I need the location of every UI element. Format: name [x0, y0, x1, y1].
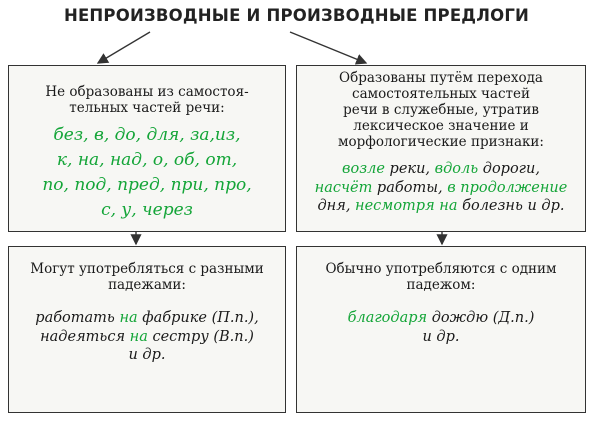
example-text: работы, [372, 179, 448, 196]
arrow-title-to-left [98, 32, 150, 63]
preposition-highlight: благодаря [347, 310, 428, 326]
derived-box [296, 65, 586, 232]
example-text: дня, [317, 198, 356, 214]
example-line [297, 328, 585, 347]
description-line: самостоятельных частей [352, 86, 530, 102]
preposition-highlight: на [119, 310, 138, 326]
example-line [297, 309, 585, 328]
example-text: фабрике (П.п.), [137, 310, 259, 326]
description-line: Обычно употребляются с одним [325, 261, 557, 277]
preposition-highlight: несмотря на [355, 198, 458, 214]
example-line [297, 179, 585, 198]
preposition-highlight: возле [342, 161, 385, 177]
example-text: сестру (В.п.) [147, 328, 254, 345]
description-line: лексическое значение и [353, 118, 529, 134]
multiple-cases-description [9, 261, 285, 293]
example-line [297, 197, 585, 216]
example-line [297, 160, 585, 179]
non-derived-description [9, 84, 285, 116]
description-line: падежами: [108, 277, 186, 293]
example-text: реки, [384, 161, 435, 177]
multiple-cases-box [8, 246, 286, 413]
example-text: болезнь и др. [457, 198, 565, 214]
single-case-box [296, 246, 586, 413]
word-row: по, под, пред, при, про, [42, 175, 252, 195]
arrow-title-to-right [290, 32, 366, 63]
description-line: Не образованы из самостоя- [45, 84, 249, 100]
single-case-examples [297, 309, 585, 346]
derived-examples [297, 160, 585, 216]
description-line: Могут употребляться с разными [30, 261, 264, 277]
description-line: морфологические признаки: [338, 134, 544, 150]
description-line: тельных частей речи: [69, 100, 225, 116]
example-text: надеяться [40, 328, 130, 345]
example-text: дождю (Д.п.) [427, 310, 535, 326]
non-derived-word-list [9, 123, 285, 223]
example-text: работать [35, 310, 120, 326]
description-line: падежом: [406, 277, 476, 293]
word-row: без, в, до, для, за,из, [53, 125, 241, 145]
single-case-description [297, 261, 585, 293]
example-text: и др. [128, 347, 166, 363]
non-derived-box [8, 65, 286, 232]
word-row: с, у, через [101, 200, 193, 220]
example-line [9, 309, 285, 328]
preposition-highlight: на [129, 328, 148, 345]
preposition-highlight: вдоль [434, 161, 479, 177]
description-line: Образованы путём перехода [339, 70, 543, 86]
derived-description [297, 70, 585, 150]
word-row: к, на, над, о, об, от, [56, 150, 238, 170]
example-line [9, 346, 285, 365]
preposition-highlight: в продолжение [447, 179, 568, 196]
multiple-cases-examples [9, 309, 285, 365]
diagram-title: НЕПРОИЗВОДНЫЕ И ПРОИЗВОДНЫЕ ПРЕДЛОГИ [63, 6, 530, 25]
example-text: дороги, [478, 161, 540, 177]
description-line: речи в служебные, утратив [343, 102, 539, 118]
example-text: и др. [422, 328, 460, 345]
preposition-highlight: насчёт [314, 179, 373, 196]
example-line [9, 328, 285, 347]
